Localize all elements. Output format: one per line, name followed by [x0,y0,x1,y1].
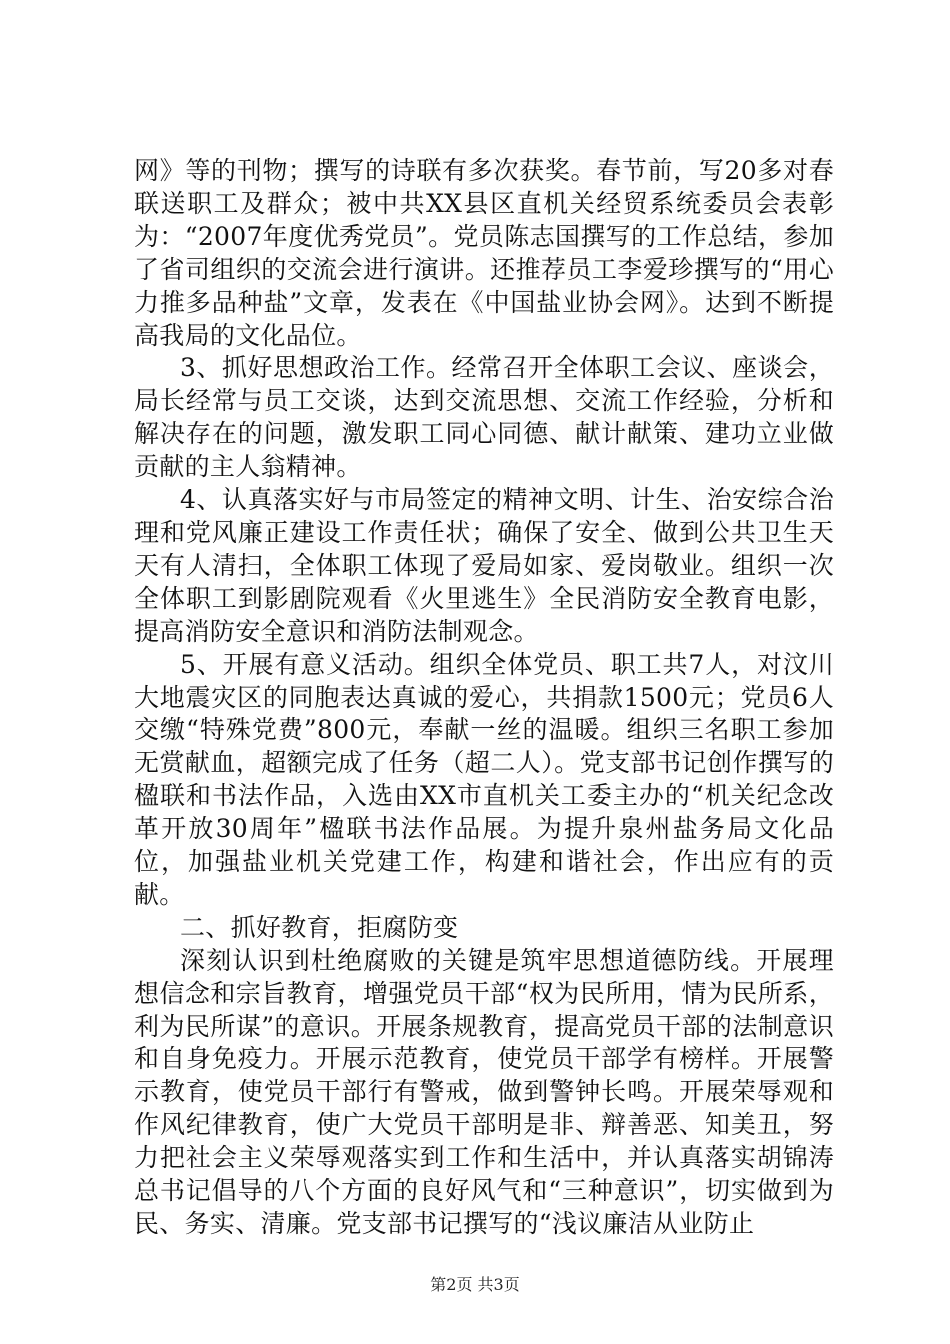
paragraph-item-5: 5、开展有意义活动。组织全体党员、职工共7人，对汶川大地震灾区的同胞表达真诚的爱心，共捐款1500元；党员6人交缴“特殊党费”800元，奉献一丝的温暖。组织三名职工参加无赏献血，超额完成了任务（超二人）。党支部书记创作撰写的楹联和书法作品，入选由XX市直机关工委主办的“机关纪念改革开放30周年”楹联书法作品展。为提升泉州盐务局文化品位，加强盐业机关党建工作，构建和谐社会，作出应有的贡献。 [134,649,834,909]
document-body [134,155,834,1241]
paragraph-item-4: 4、认真落实好与市局签定的精神文明、计生、治安综合治理和党风廉正建设工作责任状；确保了安全、做到公共卫生天天有人清扫，全体职工体现了爱局如家、爱岗敬业。组织一次全体职工到影剧院观看《火里逃生》全民消防安全教育电影，提高消防安全意识和消防法制观念。 [134,485,834,646]
paragraph-continuation: 网》等的刊物；撰写的诗联有多次获奖。春节前，写20多对春联送职工及群众；被中共XX县区直机关经贸系统委员会表彰为：“2007年度优秀党员”。党员陈志国撰写的工作总结，参加了省司组织的交流会进行演讲。还推荐员工李爱珍撰写的“用心力推多品种盐”文章，发表在《中国盐业协会网》。达到不断提高我局的文化品位。 [134,156,834,350]
section-heading: 二、抓好教育，拒腐防变 [180,912,459,942]
paragraph-education: 深刻认识到杜绝腐败的关键是筑牢思想道德防线。开展理想信念和宗旨教育，增强党员干部“权为民所用，情为民所系，利为民所谋”的意识。开展条规教育，提高党员干部的法制意识和自身免疫力。开展示范教育，使党员干部学有榜样。开展警示教育，使党员干部行有警戒，做到警钟长鸣。开展荣辱观和作风纪律教育，使广大党员干部明是非、辩善恶、知美丑，努力把社会主义荣辱观落实到工作和生活中，并认真落实胡锦涛总书记倡导的八个方面的良好风气和“三种意识”，切实做到为民、务实、清廉。党支部书记撰写的“浅议廉洁从业防止 [134,945,834,1238]
page-footer: 第2页 共3页 [430,1275,520,1294]
paragraph-item-3: 3、抓好思想政治工作。经常召开全体职工会议、座谈会，局长经常与员工交谈，达到交流思想、交流工作经验，分析和解决存在的问题，激发职工同心同德、献计献策、建功立业做贡献的主人翁精神。 [134,353,834,482]
